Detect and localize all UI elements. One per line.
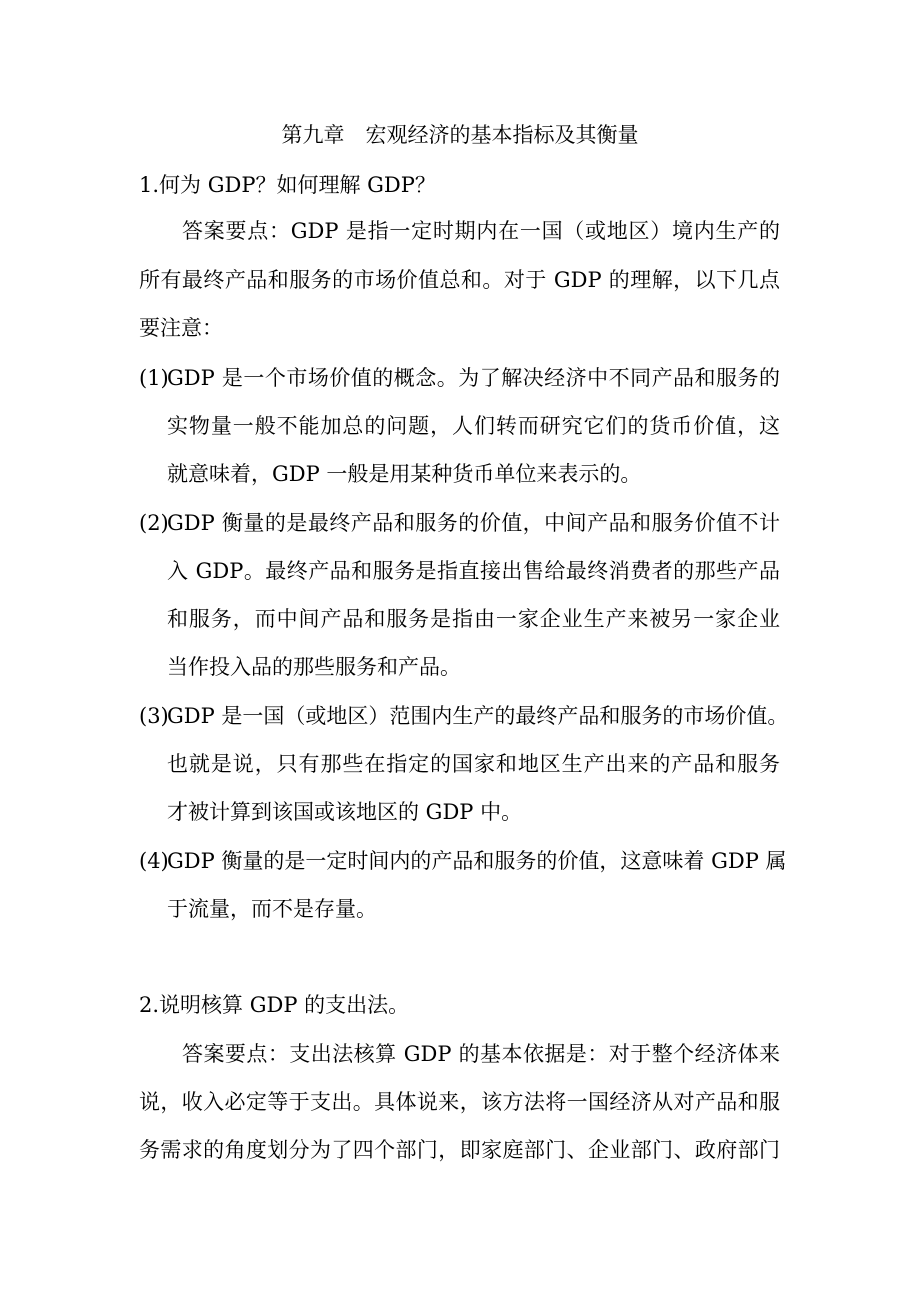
q2-answer-line-2: 说，收入必定等于支出。具体说来，该方法将一国经济从对产品和服 <box>139 1090 780 1114</box>
point-4-number: (4) <box>139 849 169 873</box>
q1-answer-line-1: 答案要点：GDP 是指一定时期内在一国（或地区）境内生产的 <box>182 219 780 243</box>
q1-answer-line-3: 要注意： <box>139 316 223 340</box>
point-2-number: (2) <box>139 511 169 535</box>
point-3-line-2: 也就是说，只有那些在指定的国家和地区生产出来的产品和服务 <box>167 752 780 776</box>
point-4-line-2: 于流量，而不是存量。 <box>167 897 377 921</box>
point-2-line-3: 和服务，而中间产品和服务是指由一家企业生产来被另一家企业 <box>167 607 780 631</box>
point-4-line-1: GDP 衡量的是一定时间内的产品和服务的价值，这意味着 GDP 属 <box>167 849 787 873</box>
q1-answer-line-2: 所有最终产品和服务的市场价值总和。对于 GDP 的理解，以下几点 <box>139 268 780 292</box>
point-3-number: (3) <box>139 704 169 728</box>
point-1-line-1: GDP 是一个市场价值的概念。为了解决经济中不同产品和服务的 <box>167 366 780 390</box>
point-1-line-3: 就意味着，GDP 一般是用某种货币单位来表示的。 <box>167 462 642 486</box>
chapter-title: 第九章 宏观经济的基本指标及其衡量 <box>281 123 639 147</box>
point-2-line-2: 入 GDP。最终产品和服务是指直接出售给最终消费者的那些产品 <box>167 559 780 583</box>
q2-answer-line-1: 答案要点：支出法核算 GDP 的基本依据是：对于整个经济体来 <box>182 1042 780 1066</box>
point-3-line-3: 才被计算到该国或该地区的 GDP 中。 <box>167 800 523 824</box>
question-2: 2.说明核算 GDP 的支出法。 <box>139 993 410 1017</box>
point-1-line-2: 实物量一般不能加总的问题，人们转而研究它们的货币价值，这 <box>167 414 780 438</box>
point-2-line-4: 当作投入品的那些服务和产品。 <box>167 655 461 679</box>
point-1-number: (1) <box>139 366 169 390</box>
question-1: 1.何为 GDP？如何理解 GDP？ <box>139 173 436 197</box>
point-2-line-1: GDP 衡量的是最终产品和服务的价值，中间产品和服务价值不计 <box>167 511 780 535</box>
q2-answer-line-3: 务需求的角度划分为了四个部门，即家庭部门、企业部门、政府部门 <box>139 1138 780 1162</box>
point-3-line-1: GDP 是一国（或地区）范围内生产的最终产品和服务的市场价值。 <box>167 704 789 728</box>
